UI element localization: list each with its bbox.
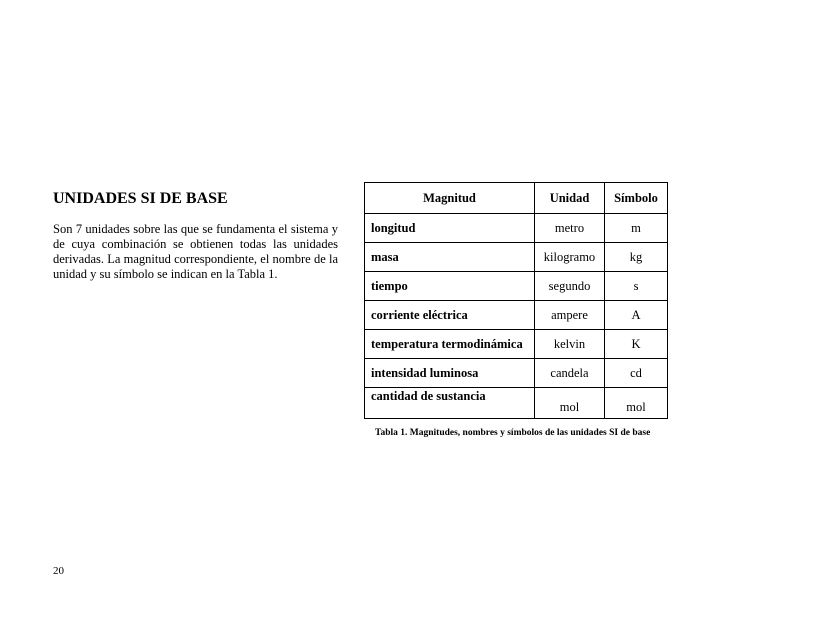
cell-magnitud: masa: [365, 243, 535, 272]
page-number: 20: [53, 565, 64, 577]
cell-unidad: kelvin: [535, 330, 605, 359]
table-row: [365, 359, 668, 388]
cell-unidad: candela: [535, 359, 605, 388]
table-row: [365, 272, 668, 301]
cell-simbolo: A: [605, 301, 668, 330]
cell-unidad: ampere: [535, 301, 605, 330]
cell-magnitud: longitud: [365, 214, 535, 243]
table-row: [365, 214, 668, 243]
cell-unidad: segundo: [535, 272, 605, 301]
cell-simbolo: K: [605, 330, 668, 359]
cell-simbolo: kg: [605, 243, 668, 272]
cell-simbolo: s: [605, 272, 668, 301]
table-row: [365, 330, 668, 359]
cell-unidad: mol: [535, 388, 605, 419]
table-row: [365, 243, 668, 272]
cell-simbolo: cd: [605, 359, 668, 388]
section-heading: UNIDADES SI DE BASE: [53, 190, 228, 207]
table-row: [365, 301, 668, 330]
cell-unidad: kilogramo: [535, 243, 605, 272]
cell-simbolo: mol: [605, 388, 668, 419]
cell-unidad: metro: [535, 214, 605, 243]
si-base-units-table: [364, 182, 668, 419]
intro-paragraph: Son 7 unidades sobre las que se fundamenta el sistema y de cuya combinación se obtienen todas las unidades derivadas. La magnitud correspondiente, el nombre de la unidad y su símbolo se indican en la Tabla 1.: [53, 222, 338, 281]
cell-magnitud: corriente eléctrica: [365, 301, 535, 330]
header-simbolo: Símbolo: [605, 183, 668, 214]
cell-magnitud: tiempo: [365, 272, 535, 301]
cell-magnitud: intensidad luminosa: [365, 359, 535, 388]
cell-magnitud: temperatura termodinámica: [365, 330, 535, 359]
cell-magnitud: cantidad de sustancia: [365, 388, 535, 419]
table-caption: Tabla 1. Magnitudes, nombres y símbolos de las unidades SI de base: [375, 428, 651, 438]
table-header-row: [365, 183, 668, 214]
cell-simbolo: m: [605, 214, 668, 243]
table-row: [365, 388, 668, 419]
header-magnitud: Magnitud: [365, 183, 535, 214]
header-unidad: Unidad: [535, 183, 605, 214]
